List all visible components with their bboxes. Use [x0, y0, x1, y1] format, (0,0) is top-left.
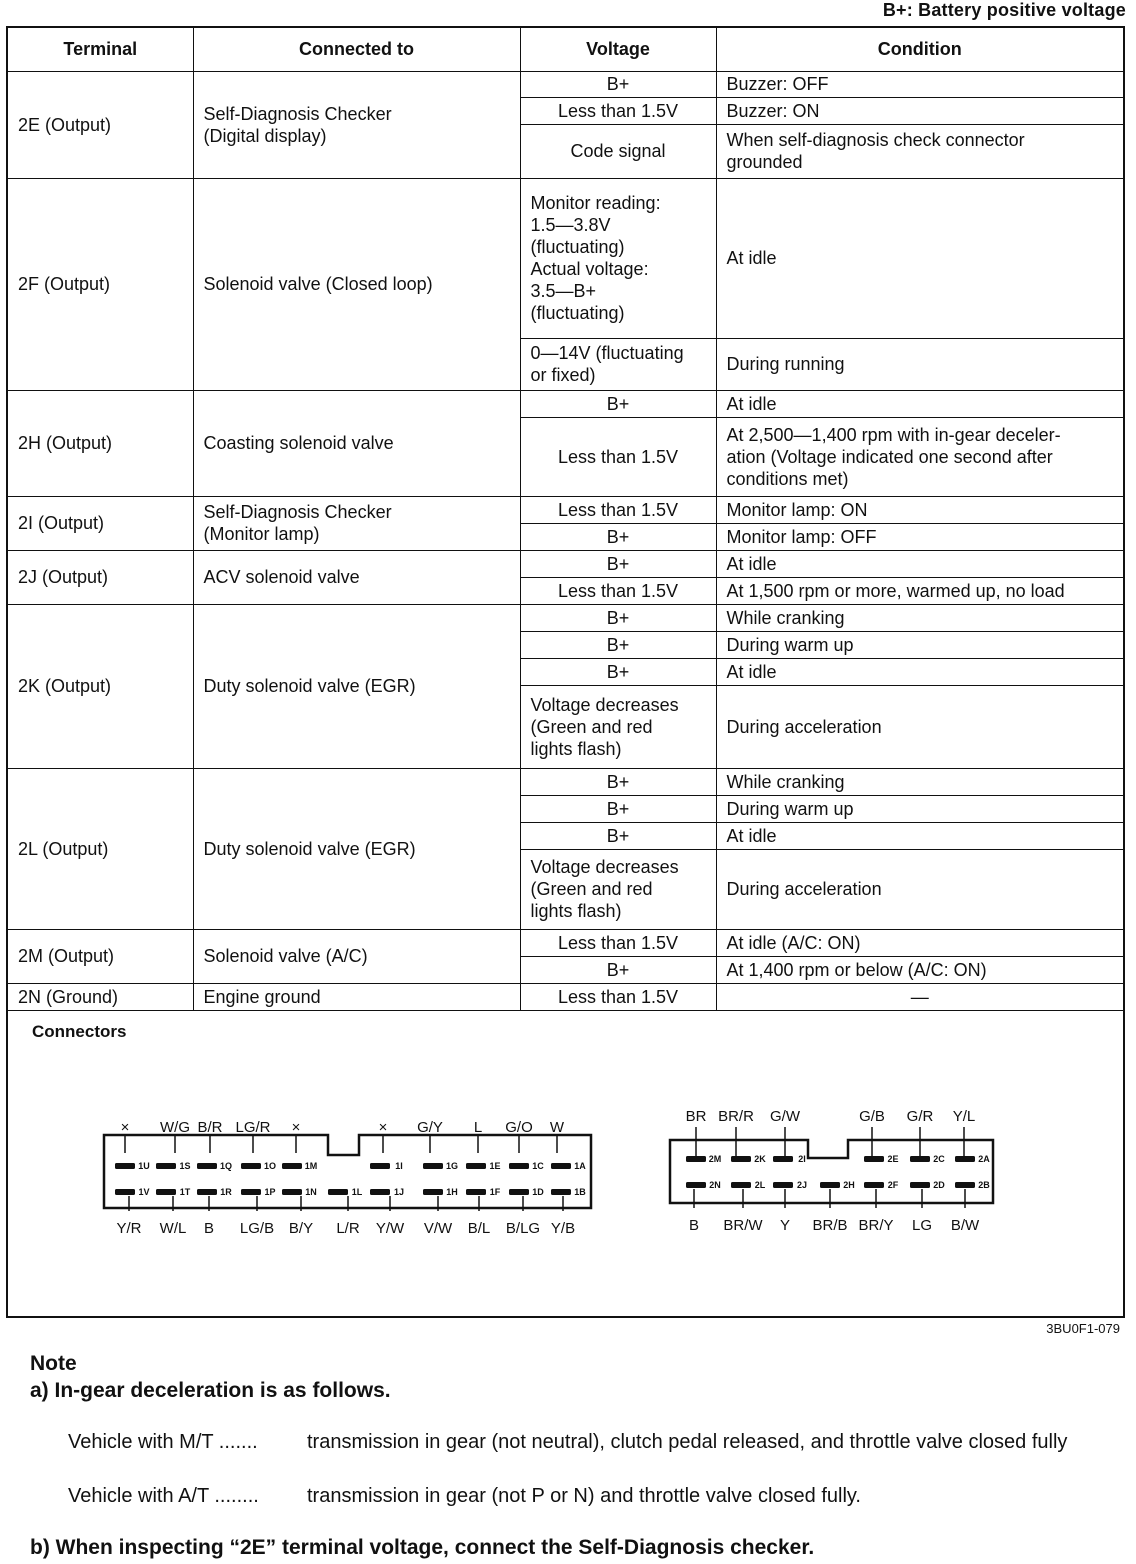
- connector-right-wire-label: G/W: [770, 1108, 800, 1125]
- connector-left-wire-label: L/R: [336, 1220, 360, 1237]
- note-a: a) In-gear deceleration is as follows.: [30, 1379, 391, 1402]
- pin-terminal: [731, 1182, 751, 1188]
- connector-left-wire-label: ×: [120, 1119, 130, 1136]
- voltage-cell: B+: [520, 71, 716, 97]
- pin-terminal: [509, 1163, 529, 1169]
- pin-terminal: [197, 1189, 217, 1195]
- voltage-cell: Voltage decreases (Green and red lights flash): [520, 685, 716, 768]
- pin-terminal: [423, 1189, 443, 1195]
- terminal-cell: 2E (Output): [8, 71, 193, 178]
- connected-to-cell: Engine ground: [193, 983, 520, 1010]
- header-connected-to: Connected to: [193, 28, 520, 71]
- pin-terminal: [197, 1163, 217, 1169]
- connector-left-pin: 1A: [574, 1161, 586, 1171]
- connector-right-pin: 2D: [933, 1180, 945, 1190]
- connector-left-pin: 1N: [305, 1187, 317, 1197]
- terminal-cell: 2F (Output): [8, 178, 193, 390]
- connector-left-pin: 1G: [445, 1161, 459, 1171]
- connector-left-wire-label: Y/W: [375, 1220, 405, 1237]
- condition-cell: At idle (A/C: ON): [716, 929, 1123, 956]
- terminal-table-frame: [6, 26, 1125, 1318]
- connector-left-pin: 1L: [351, 1187, 363, 1197]
- pin-terminal: [115, 1163, 135, 1169]
- connector-left-wire-label: Y/B: [550, 1220, 576, 1237]
- connector-left-pin: 1Q: [219, 1161, 233, 1171]
- pin-terminal: [328, 1189, 348, 1195]
- connector-left-pin: 1T: [179, 1187, 191, 1197]
- connector-left-wire-label: B/Y: [288, 1220, 314, 1237]
- note-at-lead: Vehicle with A/T ........: [68, 1485, 259, 1507]
- connector-left-pin: 1F: [489, 1187, 501, 1197]
- condition-cell: At 1,400 rpm or below (A/C: ON): [716, 956, 1123, 983]
- voltage-cell: Voltage decreases (Green and red lights flash): [520, 849, 716, 929]
- connector-right-pin: 2F: [887, 1180, 899, 1190]
- pin-terminal: [370, 1163, 390, 1169]
- voltage-cell: B+: [520, 604, 716, 631]
- connected-to-cell: Solenoid valve (A/C): [193, 929, 520, 983]
- voltage-cell: B+: [520, 390, 716, 417]
- connector-left-wire-label: B/R: [197, 1119, 223, 1136]
- connector-right-wire-label: BR: [685, 1108, 707, 1125]
- note-at-row: [68, 1483, 1122, 1510]
- voltage-cell: B+: [520, 795, 716, 822]
- condition-cell: During acceleration: [716, 685, 1123, 768]
- condition-cell: At idle: [716, 550, 1123, 577]
- connected-to-cell: Solenoid valve (Closed loop): [193, 178, 520, 390]
- pin-terminal: [686, 1156, 706, 1162]
- connector-right-pin: 2C: [933, 1154, 945, 1164]
- connector-diagrams: [8, 28, 1123, 1316]
- connector-left-pin: 1H: [446, 1187, 458, 1197]
- connected-to-cell: Coasting solenoid valve: [193, 390, 520, 496]
- pin-terminal: [864, 1156, 884, 1162]
- voltage-cell: Code signal: [520, 124, 716, 178]
- note-title: Note: [30, 1352, 77, 1375]
- connector-right-pin: 2K: [754, 1154, 766, 1164]
- connectors-title: Connectors: [32, 1022, 127, 1041]
- condition-cell: At idle: [716, 390, 1123, 417]
- pin-terminal: [773, 1182, 793, 1188]
- connector-right-wire-label: Y: [779, 1217, 791, 1234]
- battery-legend: B+: Battery positive voltage: [882, 0, 1126, 20]
- terminal-cell: 2K (Output): [8, 604, 193, 768]
- voltage-cell: Less than 1.5V: [520, 929, 716, 956]
- voltage-cell: B+: [520, 768, 716, 795]
- connector-left-wire-label: B/LG: [505, 1220, 541, 1237]
- connector-left-wire-label: G/Y: [417, 1119, 443, 1136]
- voltage-cell: Less than 1.5V: [520, 983, 716, 1010]
- connector-right-wire-label: Y/L: [952, 1108, 976, 1125]
- voltage-cell: B+: [520, 822, 716, 849]
- connector-left-pin: 1I: [395, 1161, 403, 1171]
- voltage-cell: B+: [520, 550, 716, 577]
- pin-terminal: [282, 1163, 302, 1169]
- voltage-cell: B+: [520, 631, 716, 658]
- pin-terminal: [156, 1189, 176, 1195]
- connector-left-wire-label: LG/R: [235, 1119, 271, 1136]
- pin-terminal: [370, 1189, 390, 1195]
- voltage-cell: Less than 1.5V: [520, 97, 716, 124]
- connector-right-wire-label: LG: [911, 1217, 933, 1234]
- connector-left-wire-label: W: [549, 1119, 565, 1136]
- voltage-cell: Less than 1.5V: [520, 496, 716, 523]
- condition-cell: Monitor lamp: OFF: [716, 523, 1123, 550]
- connector-right-wire-label: BR/Y: [858, 1217, 894, 1234]
- connector-right-pin: 2N: [709, 1180, 721, 1190]
- connector-left-pin: 1J: [393, 1187, 405, 1197]
- note-mt-row: [68, 1429, 1122, 1456]
- connector-right-pin: 2I: [798, 1154, 806, 1164]
- connector-right-pin: 2L: [754, 1180, 766, 1190]
- connector-left-wire-label: ×: [378, 1119, 388, 1136]
- voltage-cell: B+: [520, 956, 716, 983]
- note-mt-lead: Vehicle with M/T .......: [68, 1431, 258, 1453]
- pin-terminal: [731, 1156, 751, 1162]
- condition-cell: During warm up: [716, 795, 1123, 822]
- connector-left-pin: 1M: [304, 1161, 318, 1171]
- pin-terminal: [423, 1163, 443, 1169]
- note-at-desc: transmission in gear (not P or N) and throttle valve closed fully.: [307, 1485, 861, 1507]
- condition-cell: During acceleration: [716, 849, 1123, 929]
- voltage-cell: Monitor reading: 1.5—3.8V (fluctuating) Actual voltage: 3.5—B+ (fluctuating): [520, 178, 716, 338]
- connector-right-pin: 2J: [796, 1180, 808, 1190]
- pin-terminal: [773, 1156, 793, 1162]
- header-condition: Condition: [716, 28, 1123, 71]
- connector-left-pin: 1D: [532, 1187, 544, 1197]
- terminal-cell: 2N (Ground): [8, 983, 193, 1010]
- connector-left: [104, 1119, 591, 1237]
- connector-left-wire-label: B/L: [467, 1220, 491, 1237]
- connector-left-wire-label: G/O: [505, 1119, 533, 1136]
- note-b: b) When inspecting “2E” terminal voltage, connect the Self-Diagnosis checker.: [30, 1536, 815, 1559]
- condition-cell: At 1,500 rpm or more, warmed up, no load: [716, 577, 1123, 604]
- connector-right-wire-label: BR/B: [812, 1217, 848, 1234]
- pin-terminal: [282, 1189, 302, 1195]
- pin-terminal: [864, 1182, 884, 1188]
- condition-cell: At 2,500—1,400 rpm with in-gear deceler- ation (Voltage indicated one second after conditions met): [716, 417, 1123, 496]
- connector-right-pin: 2A: [978, 1154, 990, 1164]
- connector-left-wire-label: Y/R: [116, 1220, 142, 1237]
- condition-cell: —: [716, 983, 1123, 1010]
- pin-terminal: [686, 1182, 706, 1188]
- terminal-cell: 2J (Output): [8, 550, 193, 604]
- condition-cell: Buzzer: OFF: [716, 71, 1123, 97]
- terminal-cell: 2L (Output): [8, 768, 193, 929]
- connector-right-wire-label: BR/W: [723, 1217, 763, 1234]
- connector-right-wire-label: BR/R: [718, 1108, 754, 1125]
- connector-left-wire-label: B: [203, 1220, 215, 1237]
- pin-terminal: [820, 1182, 840, 1188]
- condition-cell: At idle: [716, 178, 1123, 338]
- connector-left-pin: 1P: [264, 1187, 276, 1197]
- pin-terminal: [955, 1156, 975, 1162]
- pin-terminal: [551, 1163, 571, 1169]
- connector-right-wire-label: G/B: [859, 1108, 885, 1125]
- connector-right-pin: 2E: [887, 1154, 899, 1164]
- connector-right-pin: 2H: [843, 1180, 855, 1190]
- terminal-cell: 2H (Output): [8, 390, 193, 496]
- connector-left-pin: 1R: [220, 1187, 232, 1197]
- connector-left-wire-label: ×: [291, 1119, 301, 1136]
- connector-left-pin: 1O: [263, 1161, 277, 1171]
- connector-left-wire-label: W/G: [160, 1119, 190, 1136]
- connector-right-pin: 2M: [708, 1154, 722, 1164]
- voltage-cell: B+: [520, 658, 716, 685]
- pin-terminal: [156, 1163, 176, 1169]
- connector-left-wire-label: V/W: [423, 1220, 453, 1237]
- pin-terminal: [241, 1189, 261, 1195]
- connector-right-wire-label: B: [688, 1217, 700, 1234]
- connector-right-wire-label: B/W: [950, 1217, 980, 1234]
- connector-left-wire-label: W/L: [159, 1220, 187, 1237]
- pin-terminal: [955, 1182, 975, 1188]
- condition-cell: At idle: [716, 658, 1123, 685]
- terminal-cell: 2I (Output): [8, 496, 193, 550]
- connector-left-pin: 1E: [489, 1161, 501, 1171]
- voltage-cell: Less than 1.5V: [520, 577, 716, 604]
- note-mt-desc: transmission in gear (not neutral), clutch pedal released, and throttle valve closed fully: [307, 1431, 1068, 1453]
- pin-terminal: [551, 1189, 571, 1195]
- connected-to-cell: ACV solenoid valve: [193, 550, 520, 604]
- pin-terminal: [509, 1189, 529, 1195]
- condition-cell: While cranking: [716, 768, 1123, 795]
- voltage-cell: B+: [520, 523, 716, 550]
- figure-code: 3BU0F1-079: [1046, 1321, 1120, 1336]
- connector-right-wire-label: G/R: [906, 1108, 934, 1125]
- header-terminal: Terminal: [8, 28, 193, 71]
- pin-terminal: [241, 1163, 261, 1169]
- connected-to-cell: Duty solenoid valve (EGR): [193, 768, 520, 929]
- condition-cell: Buzzer: ON: [716, 97, 1123, 124]
- connector-left-pin: 1B: [574, 1187, 586, 1197]
- connector-right-pin: 2B: [978, 1180, 990, 1190]
- pin-terminal: [910, 1182, 930, 1188]
- voltage-cell: 0—14V (fluctuating or fixed): [520, 338, 716, 390]
- connected-to-cell: Duty solenoid valve (EGR): [193, 604, 520, 768]
- connector-left-wire-label: LG/B: [239, 1220, 275, 1237]
- connector-right: [670, 1108, 993, 1234]
- connector-right-outline: [670, 1140, 993, 1203]
- condition-cell: At idle: [716, 822, 1123, 849]
- condition-cell: Monitor lamp: ON: [716, 496, 1123, 523]
- condition-cell: During running: [716, 338, 1123, 390]
- header-voltage: Voltage: [520, 28, 716, 71]
- connector-left-pin: 1V: [138, 1187, 150, 1197]
- connector-left-pin: 1C: [532, 1161, 544, 1171]
- connected-to-cell: Self-Diagnosis Checker (Digital display): [193, 71, 520, 178]
- pin-terminal: [466, 1163, 486, 1169]
- pin-terminal: [466, 1189, 486, 1195]
- connector-left-pin: 1S: [179, 1161, 191, 1171]
- terminal-cell: 2M (Output): [8, 929, 193, 983]
- voltage-cell: Less than 1.5V: [520, 417, 716, 496]
- condition-cell: When self-diagnosis check connector grounded: [716, 124, 1123, 178]
- pin-terminal: [115, 1189, 135, 1195]
- pin-terminal: [910, 1156, 930, 1162]
- condition-cell: While cranking: [716, 604, 1123, 631]
- condition-cell: During warm up: [716, 631, 1123, 658]
- connected-to-cell: Self-Diagnosis Checker (Monitor lamp): [193, 496, 520, 550]
- connector-left-wire-label: L: [473, 1119, 483, 1136]
- connector-left-pin: 1U: [138, 1161, 150, 1171]
